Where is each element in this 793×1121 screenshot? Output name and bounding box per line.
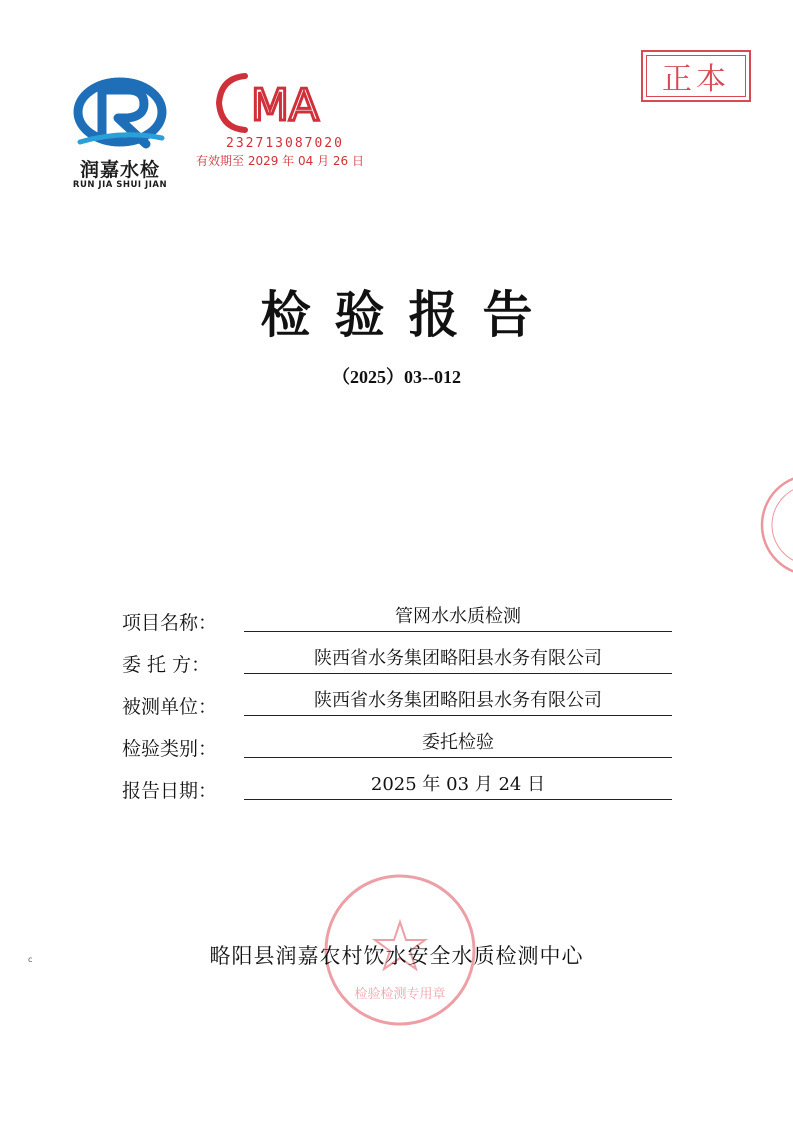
organization-name: 略阳县润嘉农村饮水安全水质检测中心 bbox=[209, 944, 584, 968]
svg-text:MA: MA bbox=[250, 80, 320, 131]
report-number: （2025）03--012 bbox=[332, 367, 461, 387]
stray-mark: c bbox=[28, 955, 33, 964]
organization-seal-text: 检验检测专用章 bbox=[354, 987, 446, 1002]
inspection-type-label: 检验类别： bbox=[122, 738, 218, 760]
client-label: 委 托 方： bbox=[122, 654, 211, 676]
report-date-value: 2025 年 03 月 24 日 bbox=[244, 773, 672, 800]
cma-validity: 有效期至 2029 年 04 月 26 日 bbox=[196, 154, 364, 168]
client-value: 陕西省水务集团略阳县水务有限公司 bbox=[244, 647, 672, 674]
cma-number: 232713087020 bbox=[226, 136, 344, 151]
edge-seal-icon bbox=[752, 470, 793, 580]
project-name-label: 项目名称： bbox=[122, 612, 218, 634]
inspection-type-value: 委托检验 bbox=[244, 731, 672, 758]
original-copy-stamp-text: 正本 bbox=[646, 55, 746, 97]
logo-pinyin: RUN JIA SHUI JIAN bbox=[72, 180, 168, 190]
cma-stamp-icon bbox=[215, 72, 345, 134]
tested-unit-value: 陕西省水务集团略阳县水务有限公司 bbox=[244, 689, 672, 716]
project-name-value: 管网水水质检测 bbox=[244, 605, 672, 632]
original-copy-stamp bbox=[641, 50, 751, 102]
tested-unit-label: 被测单位： bbox=[122, 696, 218, 718]
report-title: 检验报告 bbox=[260, 286, 557, 344]
logo-name: 润嘉水检 bbox=[79, 159, 160, 181]
report-date-label: 报告日期： bbox=[122, 780, 218, 802]
